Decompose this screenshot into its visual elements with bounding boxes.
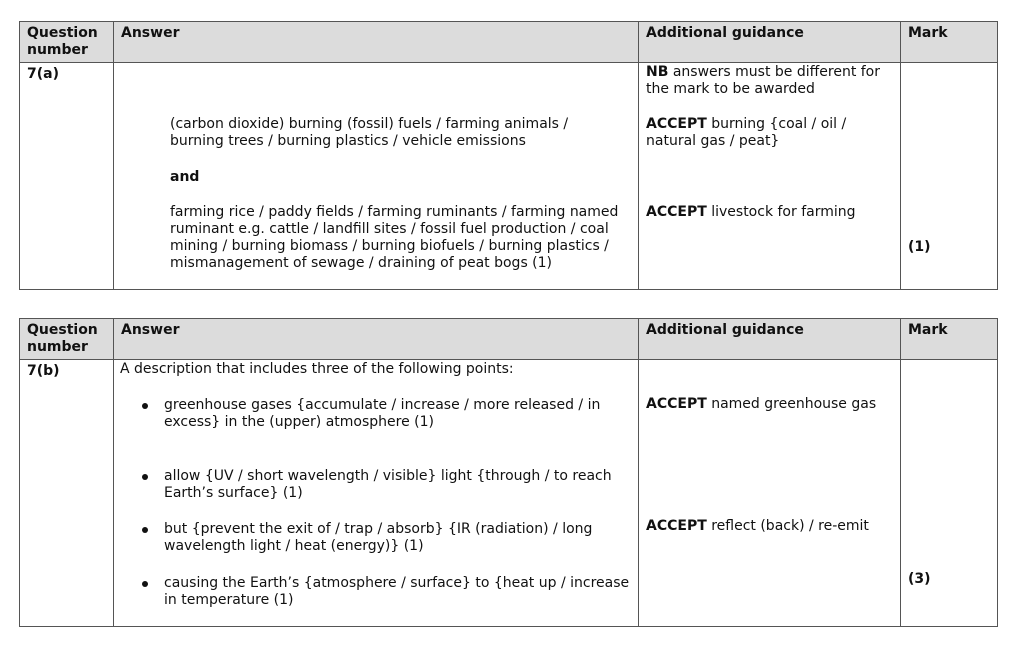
bullet-icon [142, 474, 148, 480]
guidance-accept-1: ACCEPT named greenhouse gas [646, 396, 877, 412]
list-item: causing the Earth’s {atmosphere / surface} to {heat up / increase in temperature (1) [164, 575, 630, 608]
question-number-header: Question number [20, 22, 114, 63]
mark-header: Mark [901, 22, 998, 63]
guidance-accept-2: ACCEPT reflect (back) / re-emit [646, 518, 869, 534]
answer-cell [114, 63, 639, 290]
mark-scheme-table-7a [19, 21, 998, 290]
answer-text-part1: (carbon dioxide) burning (fossil) fuels / farming animals / burning trees / burning plastics / vehicle emissions [170, 116, 569, 149]
header-row [20, 319, 998, 360]
bullet-icon [142, 403, 148, 409]
guidance-cell [639, 360, 901, 627]
mark-value: (3) [908, 571, 931, 587]
question-number-header: Question number [20, 319, 114, 360]
answer-text-part2: farming rice / paddy fields / farming ruminants / farming named ruminant e.g. cattle / landfill sites / fossil fuel production / coal mining / burning biomass / burning biofuels / burning plastics / mismanagement of sewage / draining of peat bogs (1) [170, 204, 619, 271]
list-item: allow {UV / short wavelength / visible} light {through / to reach Earth’s surface} (1) [164, 468, 612, 501]
mark-cell [901, 360, 998, 627]
guidance-nb: NB answers must be different for the mark to be awarded [646, 64, 881, 97]
answer-header: Answer [114, 22, 639, 63]
mark-cell [901, 63, 998, 290]
answer-intro: A description that includes three of the following points: [120, 361, 514, 377]
bullet-icon [142, 527, 148, 533]
guidance-header: Additional guidance [639, 22, 901, 63]
answer-row [20, 360, 998, 627]
guidance-cell [639, 63, 901, 290]
header-row [20, 22, 998, 63]
guidance-accept-1: ACCEPT burning {coal / oil / natural gas / peat} [646, 116, 847, 149]
answer-cell [114, 360, 639, 627]
answer-row [20, 63, 998, 290]
mark-header: Mark [901, 319, 998, 360]
mark-value: (1) [908, 239, 931, 255]
question-number-cell: 7(b) [20, 360, 114, 627]
list-item: but {prevent the exit of / trap / absorb} {IR (radiation) / long wavelength light / heat (energy)} (1) [164, 521, 593, 554]
bullet-icon [142, 581, 148, 587]
guidance-accept-2: ACCEPT livestock for farming [646, 204, 856, 220]
question-number-cell: 7(a) [20, 63, 114, 290]
list-item: greenhouse gases {accumulate / increase / more released / in excess} in the (upper) atmosphere (1) [164, 397, 601, 430]
answer-and: and [170, 169, 200, 185]
guidance-header: Additional guidance [639, 319, 901, 360]
answer-header: Answer [114, 319, 639, 360]
mark-scheme-table-7b [19, 318, 998, 627]
